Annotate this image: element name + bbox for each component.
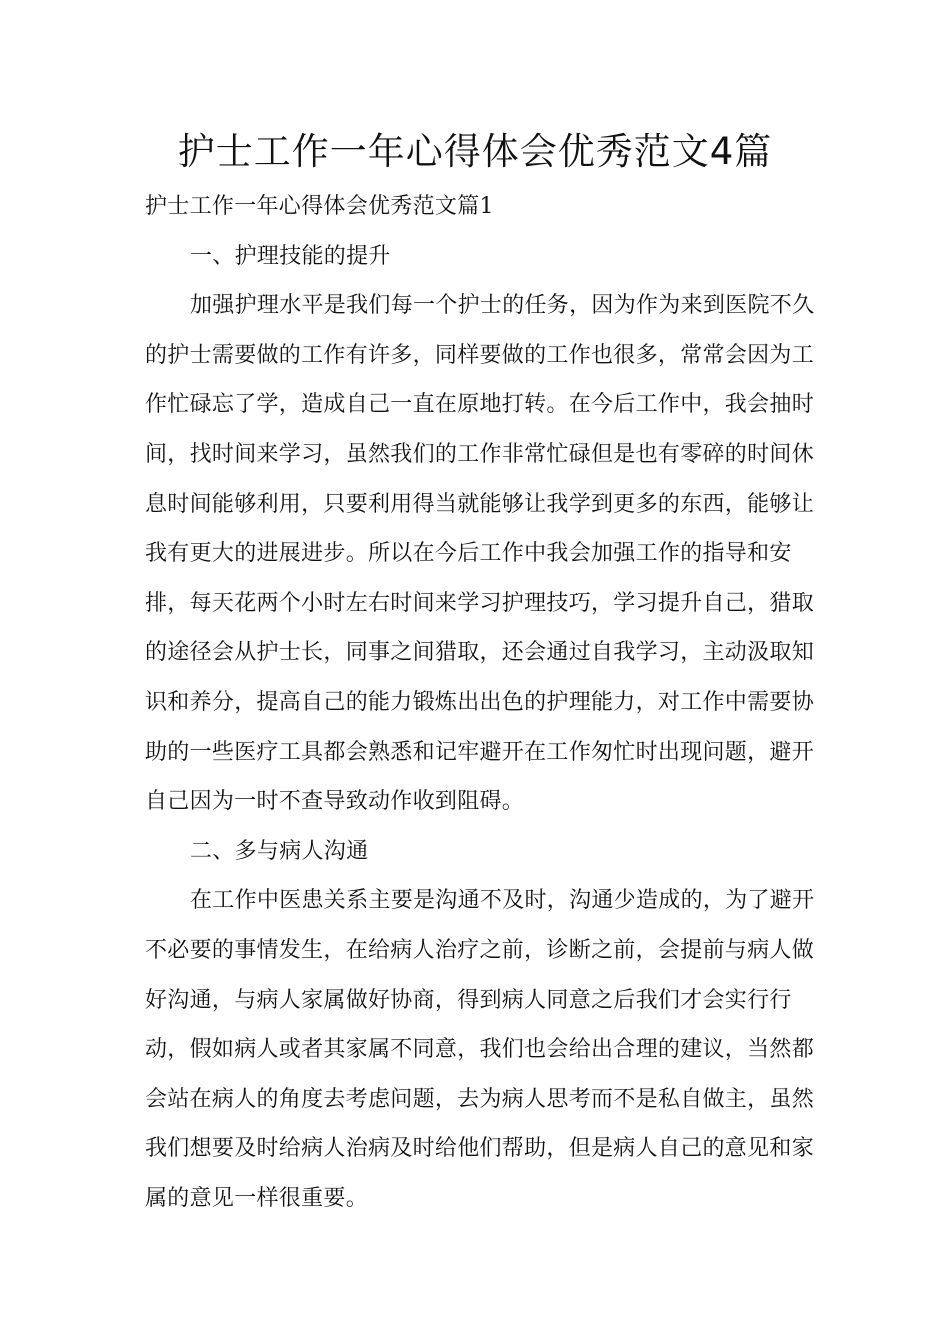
section-heading-2: 二、多与病人沟通 (190, 838, 369, 864)
section-heading-1: 一、护理技能的提升 (190, 243, 391, 269)
document-body (145, 182, 823, 1223)
document-title: 护士工作一年心得体会优秀范文4篇 (177, 130, 773, 173)
paragraph-2: 在工作中医患关系主要是沟通不及时，沟通少造成的，为了避开不必要的事情发生，在给病人治疗之前，诊断之前，会提前与病人做好沟通，与病人家属做好协商，得到病人同意之后我们才会实行行动，假如病人或者其家属不同意，我们也会给出合理的建议，当然都会站在病人的角度去考虑问题，去为病人思考而不是私自做主，虽然我们想要及时给病人治病及时给他们帮助，但是病人自己的意见和家属的意见一样很重要。 (145, 888, 815, 1211)
article-subtitle: 护士工作一年心得体会优秀范文篇1 (145, 194, 494, 219)
paragraph-1: 加强护理水平是我们每一个护士的任务，因为作为来到医院不久的护士需要做的工作有许多，同样要做的工作也很多，常常会因为工作忙碌忘了学，造成自己一直在原地打转。在今后工作中，我会抽时间，找时间来学习，虽然我们的工作非常忙碌但是也有零碎的时间休息时间能够利用，只要利用得当就能够让我学到更多的东西，能够让我有更大的进展进步。所以在今后工作中我会加强工作的指导和安排，每天花两个小时左右时间来学习护理技巧，学习提升自己，猎取的途径会从护士长，同事之间猎取，还会通过自我学习，主动汲取知识和养分，提高自己的能力锻炼出出色的护理能力，对工作中需要协助的一些医疗工具都会熟悉和记牢避开在工作匆忙时出现问题，避开自己因为一时不查导致动作收到阻碍。 (145, 293, 815, 815)
